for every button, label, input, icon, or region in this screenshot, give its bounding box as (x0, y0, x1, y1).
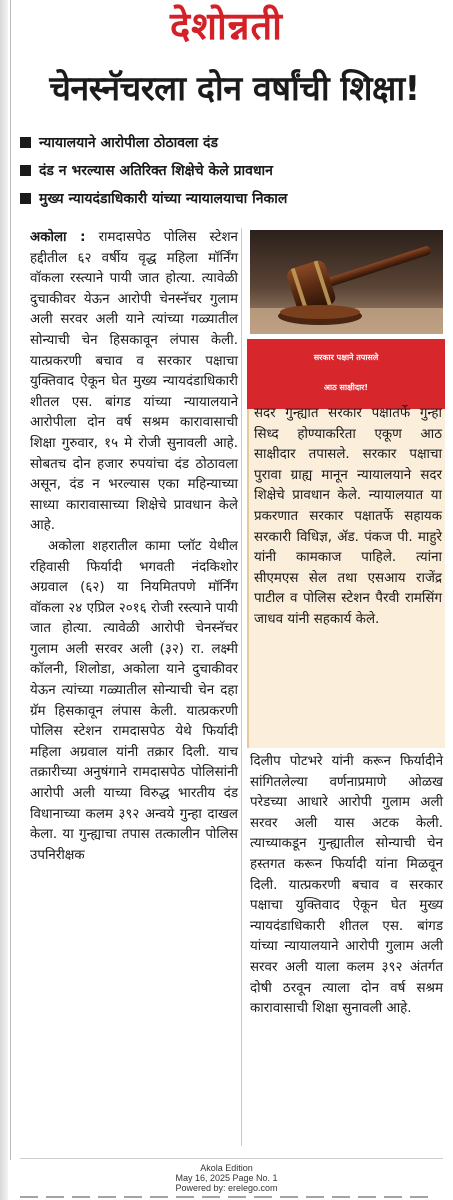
square-bullet-icon (20, 165, 31, 176)
article-paragraph-1 (30, 228, 238, 537)
gavel-icon (250, 230, 443, 334)
masthead-logo: देशोन्नती (169, 4, 284, 48)
footer (0, 1163, 453, 1193)
masthead (0, 0, 453, 52)
bullet-item (20, 184, 440, 212)
sidebar-body-text: सदर गुन्ह्यात सरकार पक्षातर्फे गुन्हा सिध्द होण्याकरिता एकूण आठ साक्षीदार तपासले. सरकार पक्षाचा पुरावा ग्राह्य मानून न्यायालयाने सदर शिक्षेचे प्रावधान केले. न्यायालयात या प्रकरणात सरकार पक्षातर्फे सहायक सरकारी विधिज्ञ, ॲड. पंकज पी. माहुरे यांनी कामकाज पाहिले. त्यांना सीएमएस सेल तथा एसआय राजेंद्र पाटील व पोलिस स्टेशन पैरवी रामसिंग जाधव यांनी सहकार्य केले. (254, 406, 442, 627)
bullet-list (20, 128, 440, 212)
sidebar-title-line-1: सरकार पक्षाने तपासले (313, 353, 379, 362)
article-left-column (30, 228, 238, 866)
headline-text: चेनस्नॅचरला दोन वर्षांची शिक्षा! (49, 69, 420, 109)
bullet-item (20, 128, 440, 156)
column-divider (241, 228, 242, 1146)
dateline: अकोला : (30, 230, 86, 245)
sidebar-title-line-2: आठ साक्षीदार! (323, 383, 369, 392)
square-bullet-icon (20, 137, 31, 148)
article-right-column (250, 752, 443, 1020)
article-paragraph-3: दिलीप पोटभरे यांनी करून फिर्यादीने सांगितलेल्या वर्णनाप्रमाणे ओळख परेडच्या आधारे आरोपी गुलाम अली सरवर अली यास अटक केली. त्याच्याकडून गुन्ह्यातील सोन्याची चेन हस्तगत करून फिर्यादी यांना मिळवून दिली. यात्प्रकरणी बचाव व सरकार पक्षाचा युक्तिवाद ऐकून घेत मुख्य न्यायदंडाधिकारी शीतल एस. बांगड यांच्या न्यायालयाने आरोपी गुलाम अली सरवर अली याला कलम ३९२ अंतर्गत दोषी ठरवून त्याला दोन वर्ष सश्रम कारावासाची शिक्षा सुनावली आहे. (250, 754, 443, 1017)
sidebar-title (247, 339, 445, 409)
bullet-text: न्यायालयाने आरोपीला ठोठावला दंड (39, 134, 218, 151)
powered-by-label: Powered by: erelego.com (175, 1183, 278, 1193)
bullet-text: दंड न भरल्यास अतिरिक्त शिक्षेचे केले प्रावधान (39, 162, 273, 179)
gavel-photo (250, 230, 443, 334)
bullet-text: मुख्य न्यायदंडाधिकारी यांच्या न्यायालयाचा निकाल (39, 190, 288, 207)
sidebar-body (254, 404, 442, 631)
bullet-item (20, 156, 440, 184)
edition-label: Akola Edition (200, 1163, 253, 1173)
page-edge (0, 0, 8, 1200)
page-edge-line (10, 0, 11, 1160)
cutoff-text-row (20, 1194, 433, 1200)
headline (22, 54, 447, 124)
article-paragraph-1-text: रामदासपेठ पोलिस स्टेशन हद्दीतील ६२ वर्षीय वृद्ध महिला मॉर्निंग वॉकला रस्त्याने पायी जात होत्या. त्यावेळी दुचाकीवर येऊन आरोपी चेनस्नॅचर गुलाम अली सरवर अली याने त्यांच्या गळ्यातील सोन्याची चेन हिसकावून लंपास केली. यात्प्रकरणी बचाव व सरकार पक्षाचा युक्तिवाद ऐकून घेत मुख्य न्यायदंडाधिकारी शीतल एस. बांगड यांच्या न्यायालयाने आरोपीला दोन वर्ष सश्रम कारावासाची शिक्षा गुरुवार, १५ मे रोजी सुनावली आहे. सोबतच दोन हजार रुपयांचा दंड ठोठावला असून, दंड न भरल्यास एका महिन्याच्या साध्या कारावासाच्या शिक्षेचे प्रावधान केले आहे. (30, 230, 238, 534)
date-page-label: May 16, 2025 Page No. 1 (175, 1173, 278, 1183)
footer-divider (20, 1158, 443, 1159)
square-bullet-icon (20, 193, 31, 204)
article-paragraph-2: अकोला शहरातील कामा प्लॉट येथील रहिवासी फिर्यादी भगवती नंदकिशोर अग्रवाल (६२) या नियमितपणे मॉर्निंग वॉकला २४ एप्रिल २०१६ रोजी रस्त्याने पायी जात होत्या. त्यावेळी आरोपी चेनस्नॅचर गुलाम अली सरवर अली (३२) रा. लक्ष्मी कॉलनी, शिलोडा, अकोला याने दुचाकीवर येऊन त्यांच्या गळ्यातील सोन्याची चेन दहा ग्रॅम हिसकावून लंपास केली. यात्प्रकरणी पोलिस स्टेशन रामदासपेठ येथे फिर्यादी महिला अग्रवाल यांनी तक्रार दिली. याच तक्रारीच्या अनुषंगाने रामदासपेठ पोलिसांनी आरोपी अली याच्या विरुद्ध भारतीय दंड विधानाच्या कलम ३९२ अन्वये गुन्हा दाखल केला. या गुन्ह्याचा तपास तत्कालीन पोलिस उपनिरीक्षक (30, 538, 238, 863)
